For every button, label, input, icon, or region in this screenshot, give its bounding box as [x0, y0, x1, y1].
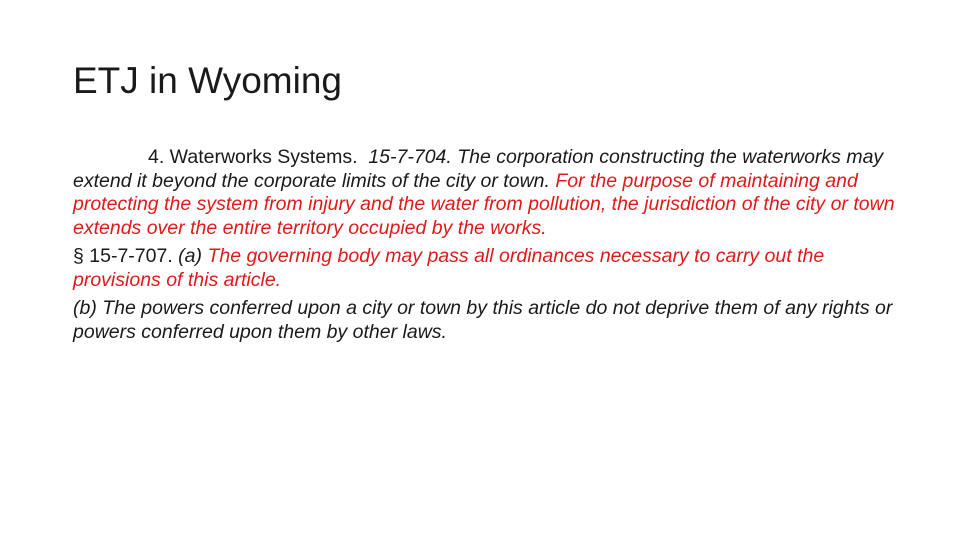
statute-sentence-2-highlight: For the purpose of maintaining and protecting the system from injury and the water from pollution, the jurisdiction of the city or town extends over the entire territory occupied by the works.	[73, 169, 895, 239]
slide-body	[73, 146, 903, 349]
subsection-b-text: (b) The powers conferred upon a city or town by this article do not deprive them of any rights or powers conferred upon them by other laws.	[73, 297, 893, 343]
slide-title: ETJ in Wyoming	[73, 60, 343, 101]
subsection-label-a: (a)	[178, 245, 203, 267]
section-symbol-citation: § 15-7-707.	[73, 245, 173, 267]
subsection-a-text-highlight: The governing body may pass all ordinances necessary to carry out the provisions of this article.	[73, 245, 825, 291]
paragraph-section-707a	[73, 245, 903, 292]
statute-sentence-1: The corporation constructing the waterworks may extend it beyond the corporate limits of the city or town.	[73, 146, 884, 192]
section-heading: 4. Waterworks Systems.	[148, 146, 358, 168]
paragraph-waterworks	[73, 146, 903, 240]
paragraph-section-707b	[73, 297, 903, 344]
statute-citation: 15-7-704.	[368, 146, 452, 168]
